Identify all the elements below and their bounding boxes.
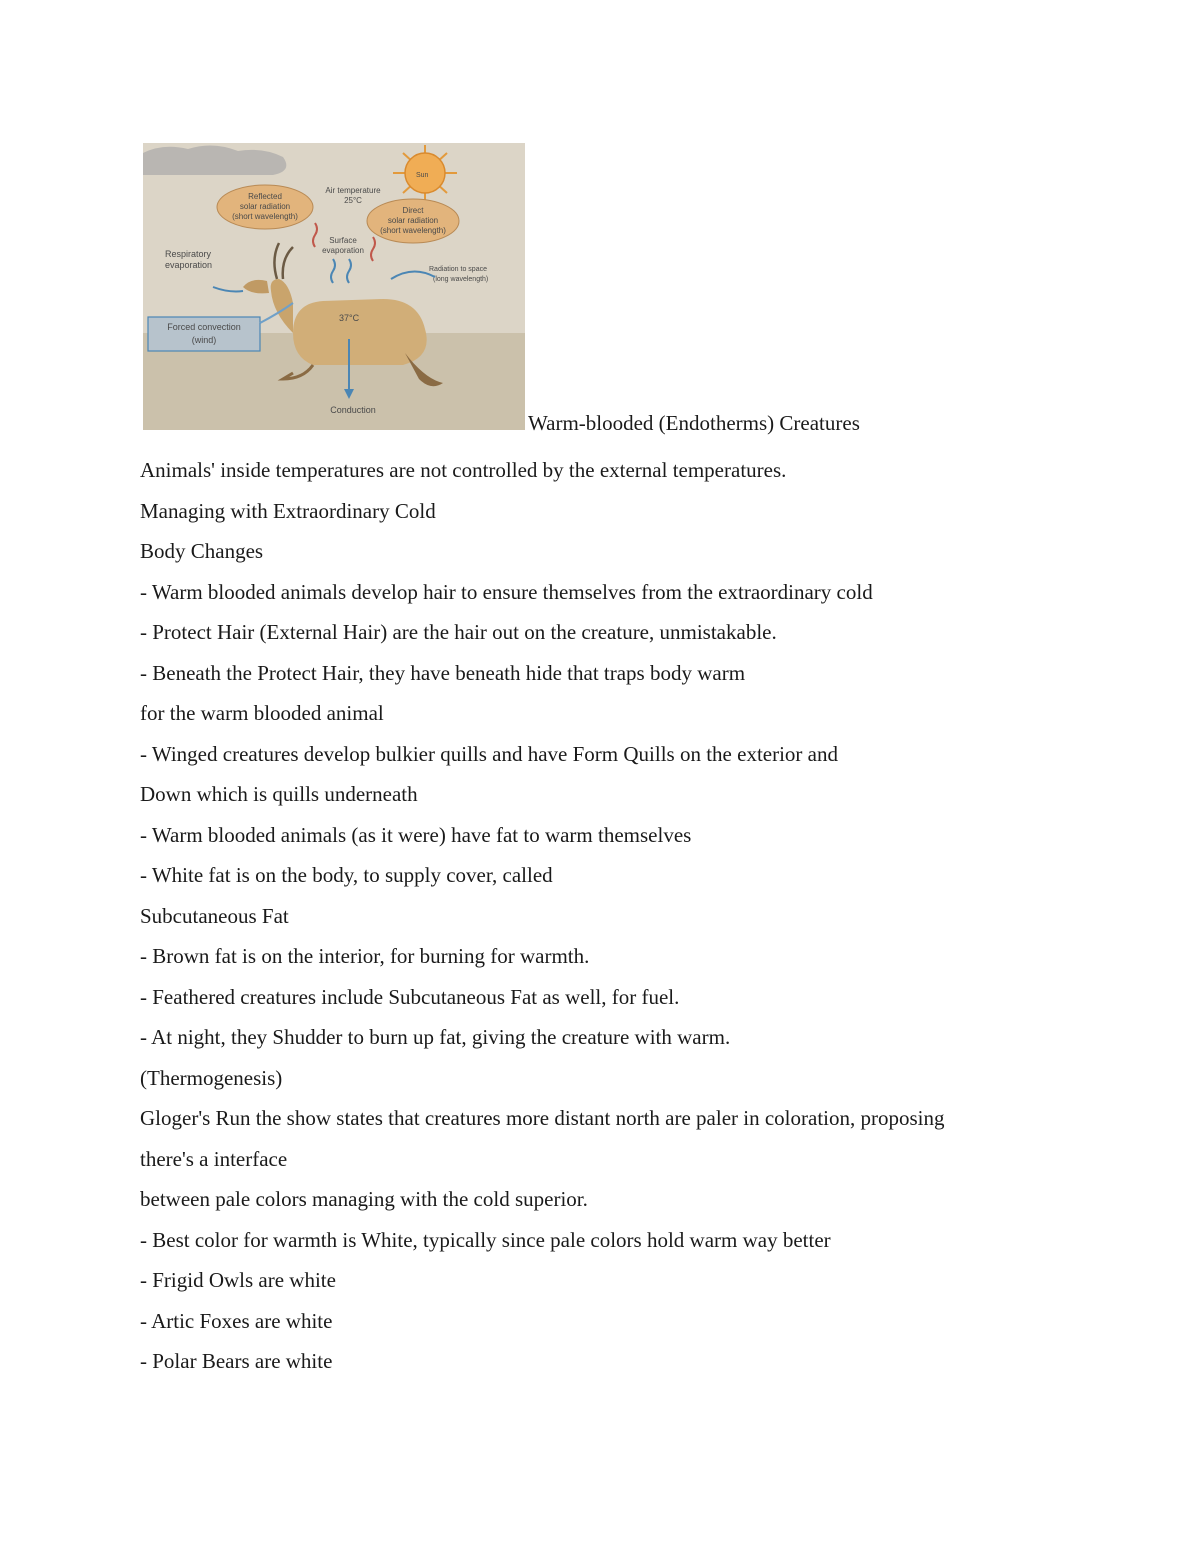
text-line: - Winged creatures develop bulkier quills and have Form Quills on the exterior and: [140, 741, 838, 766]
air-temp-label-1: Air temperature: [325, 186, 381, 195]
thermoregulation-diagram: [143, 143, 525, 430]
text-line: Gloger's Run the show states that creatures more distant north are paler in coloration, proposing: [140, 1106, 945, 1130]
text-line: - Frigid Owls are white: [140, 1268, 336, 1292]
text-line: - White fat is on the body, to supply cover, called: [140, 863, 553, 887]
figure-caption: Warm-blooded (Endotherms) Creatures: [528, 411, 860, 435]
surface-label-2: evaporation: [322, 246, 364, 255]
text-line: Subcutaneous Fat: [140, 903, 289, 928]
respiratory-label-2: evaporation: [165, 260, 213, 270]
reflected-label-1: Reflected: [248, 192, 282, 201]
direct-label-3: (short wavelength): [380, 226, 446, 235]
body-text: [140, 450, 1140, 1382]
surface-label-1: Surface: [329, 236, 357, 245]
reflected-label-3: (short wavelength): [232, 212, 298, 221]
forced-label-1: Forced convection: [167, 322, 241, 332]
text-line: - Best color for warmth is White, typically since pale colors hold warm way better: [140, 1227, 831, 1252]
text-line: - Warm blooded animals develop hair to ensure themselves from the extraordinary cold: [140, 579, 873, 604]
diagram-svg: [143, 143, 525, 430]
text-line: - Warm blooded animals (as it were) have fat to warm themselves: [140, 822, 692, 847]
text-line: - Feathered creatures include Subcutaneous Fat as well, for fuel.: [140, 984, 680, 1009]
radiation-label-2: (long wavelength): [433, 276, 489, 283]
text-line: Managing with Extraordinary Cold: [140, 498, 436, 523]
text-line: Down which is quills underneath: [140, 782, 418, 806]
text-line: Body Changes: [140, 539, 264, 563]
direct-label-1: Direct: [402, 206, 424, 215]
text-line: - Beneath the Protect Hair, they have beneath hide that traps body warm: [140, 660, 746, 685]
respiratory-label-1: Respiratory: [165, 249, 212, 259]
text-line: there's a interface: [140, 1146, 288, 1171]
text-line: (Thermogenesis): [140, 1065, 283, 1090]
reflected-label-2: solar radiation: [239, 202, 291, 211]
text-line: - Artic Foxes are white: [140, 1308, 333, 1333]
text-line: - Protect Hair (External Hair) are the hair out on the creature, unmistakable.: [140, 620, 777, 644]
air-temp-label-2: 25°C: [344, 196, 362, 205]
forced-label-2: (wind): [191, 335, 217, 345]
conduction-label: Conduction: [330, 405, 376, 415]
text-line: - Polar Bears are white: [140, 1349, 333, 1373]
text-line: Animals' inside temperatures are not controlled by the external temperatures.: [140, 458, 787, 482]
text-line: - At night, they Shudder to burn up fat, giving the creature with warm.: [140, 1025, 731, 1049]
sun-label: Sun: [416, 172, 429, 179]
direct-label-2: solar radiation: [387, 216, 439, 225]
text-line: for the warm blooded animal: [140, 701, 384, 725]
figure-row: [143, 143, 1143, 435]
text-line: - Brown fat is on the interior, for burning for warmth.: [140, 944, 590, 968]
radiation-label-1: Radiation to space: [429, 266, 487, 273]
text-line: between pale colors managing with the cold superior.: [140, 1187, 588, 1211]
body-temp-label: 37°C: [339, 313, 360, 323]
